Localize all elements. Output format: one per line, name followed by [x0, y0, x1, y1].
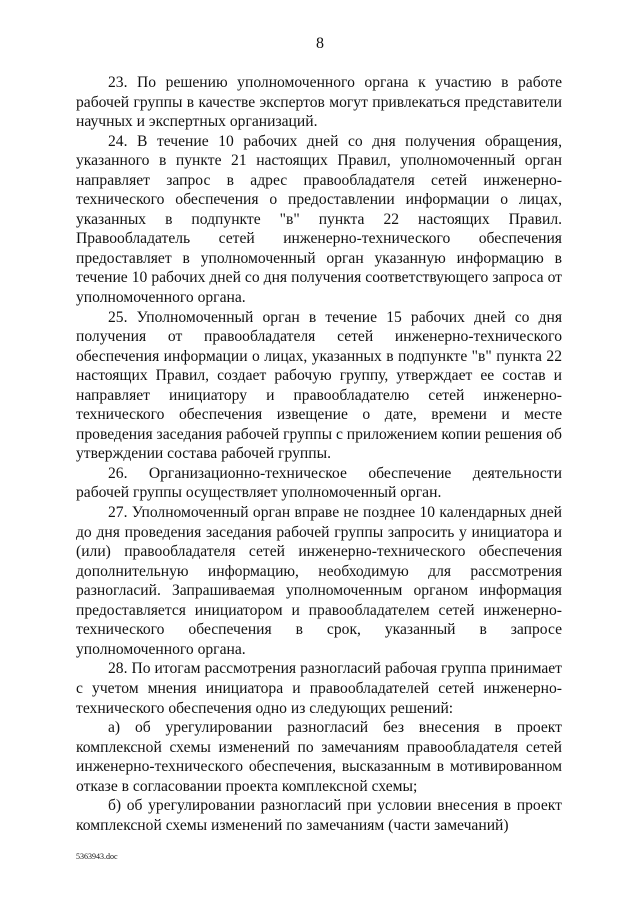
paragraph-26: 26. Организационно-техническое обеспечение деятельности рабочей группы осуществляет уполномоченный орган.: [76, 464, 562, 502]
page-number: 8: [316, 35, 324, 52]
footer-document-id: 5363943.doc: [76, 852, 118, 861]
paragraph-28: 28. По итогам рассмотрения разногласий рабочая группа принимает с учетом мнения инициатора и правообладателей сетей инженерно-технического обеспечения одно из следующих решений:: [76, 660, 562, 717]
document-body: [76, 73, 562, 835]
subparagraph-a: а) об урегулировании разногласий без внесения в проект комплексной схемы изменений по замечаниям правообладателя сетей инженерно-технического обеспечения, высказанным в мотивированном отказе в согласовании проекта комплексной схемы;: [76, 719, 562, 795]
paragraph-25: 25. Уполномоченный орган в течение 15 рабочих дней со дня получения от правообладателя сетей инженерно-технического обеспечения информации о лицах, указанных в подпункте "в" пункта 22 настоящих Правил, создает рабочую группу, утверждает ее состав и направляет инициатору и правообладателю сетей инженерно-технического обеспечения извещение о дате, времени и месте проведения заседания рабочей группы с приложением копии решения об утверждении состава рабочей группы.: [76, 308, 562, 463]
paragraph-23: 23. По решению уполномоченного органа к участию в работе рабочей группы в качестве экспертов могут привлекаться представители научных и экспертных организаций.: [76, 74, 562, 131]
paragraph-27: 27. Уполномоченный орган вправе не позднее 10 календарных дней до дня проведения заседания рабочей группы запросить у инициатора и (или) правообладателя сетей инженерно-технического обеспечения дополнительную информацию, необходимую для рассмотрения разногласий. Запрашиваемая уполномоченным органом информация предоставляется инициатором и правообладателем сетей инженерно-технического обеспечения в срок, указанный в запросе уполномоченного органа.: [76, 504, 562, 658]
paragraph-24: 24. В течение 10 рабочих дней со дня получения обращения, указанного в пункте 21 настоящих Правил, уполномоченный орган направляет запрос в адрес правообладателя сетей инженерно-технического обеспечения о предоставлении информации о лицах, указанных в подпункте "в" пункта 22 настоящих Правил. Правообладатель сетей инженерно-технического обеспечения предоставляет в уполномоченный орган указанную информацию в течение 10 рабочих дней со дня получения соответствующего запроса от уполномоченного органа.: [76, 132, 562, 307]
subparagraph-b: б) об урегулировании разногласий при условии внесения в проект комплексной схемы изменений по замечаниям (части замечаний): [76, 797, 562, 834]
